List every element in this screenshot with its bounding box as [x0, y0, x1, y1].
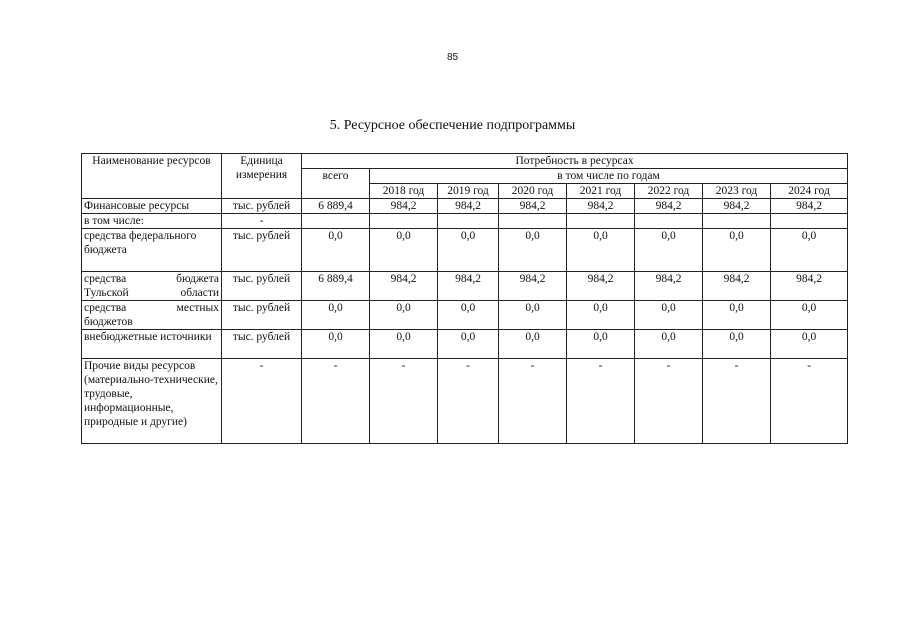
row-value: - [567, 359, 635, 444]
row-name: Прочие виды ресурсов (материально-технические, трудовые, информационные, природные и другие) [82, 359, 222, 444]
row-value: 0,0 [771, 330, 848, 359]
row-value: 0,0 [438, 301, 499, 330]
row-total: 6 889,4 [302, 272, 370, 301]
row-value: 0,0 [370, 301, 438, 330]
header-total: всего [302, 169, 370, 199]
row-value: 0,0 [703, 330, 771, 359]
row-value: 984,2 [499, 272, 567, 301]
year-header: 2018 год [370, 184, 438, 199]
row-value [370, 214, 438, 229]
table-row [82, 272, 848, 301]
row-value: 984,2 [438, 272, 499, 301]
row-value [635, 214, 703, 229]
row-value: 984,2 [635, 199, 703, 214]
row-unit: тыс. рублей [222, 272, 302, 301]
row-value: 0,0 [499, 229, 567, 272]
row-value: - [635, 359, 703, 444]
row-value: 0,0 [499, 330, 567, 359]
row-value: - [771, 359, 848, 444]
row-name: средства федерального бюджета [82, 229, 222, 272]
row-total [302, 214, 370, 229]
row-value: - [370, 359, 438, 444]
row-value: 0,0 [771, 301, 848, 330]
row-value: 0,0 [703, 229, 771, 272]
row-unit: тыс. рублей [222, 301, 302, 330]
row-value [499, 214, 567, 229]
header-unit: Единица измерения [222, 154, 302, 199]
row-value: 0,0 [438, 330, 499, 359]
row-value: 984,2 [499, 199, 567, 214]
row-value: 984,2 [567, 199, 635, 214]
row-name: внебюджетные источники [82, 330, 222, 359]
row-total: - [302, 359, 370, 444]
row-name: средства местных бюджетов [82, 301, 222, 330]
table-row [82, 301, 848, 330]
row-value: 0,0 [703, 301, 771, 330]
row-value: 984,2 [703, 272, 771, 301]
row-unit: тыс. рублей [222, 330, 302, 359]
row-value: 984,2 [370, 272, 438, 301]
table-row [82, 229, 848, 272]
row-value: 0,0 [438, 229, 499, 272]
row-name: средства бюджета Тульской области [82, 272, 222, 301]
year-header: 2022 год [635, 184, 703, 199]
row-value [703, 214, 771, 229]
year-header: 2023 год [703, 184, 771, 199]
row-value: 0,0 [635, 301, 703, 330]
row-value: 0,0 [771, 229, 848, 272]
row-total: 0,0 [302, 301, 370, 330]
row-value: - [703, 359, 771, 444]
row-value: 984,2 [370, 199, 438, 214]
year-header: 2020 год [499, 184, 567, 199]
table-row [82, 359, 848, 444]
row-value: 984,2 [771, 272, 848, 301]
row-name: Финансовые ресурсы [82, 199, 222, 214]
row-value [567, 214, 635, 229]
year-header: 2024 год [771, 184, 848, 199]
row-value: 984,2 [635, 272, 703, 301]
row-value: 0,0 [567, 330, 635, 359]
row-value [771, 214, 848, 229]
table-row [82, 330, 848, 359]
row-unit: - [222, 214, 302, 229]
row-value: 0,0 [567, 229, 635, 272]
row-value: 984,2 [438, 199, 499, 214]
row-value: 984,2 [567, 272, 635, 301]
row-value: 0,0 [567, 301, 635, 330]
header-need: Потребность в ресурсах [302, 154, 848, 169]
row-value: - [499, 359, 567, 444]
header-name: Наименование ресурсов [82, 154, 222, 199]
row-name: в том числе: [82, 214, 222, 229]
row-unit: - [222, 359, 302, 444]
year-header: 2019 год [438, 184, 499, 199]
resources-table [81, 153, 848, 444]
row-total: 6 889,4 [302, 199, 370, 214]
row-unit: тыс. рублей [222, 199, 302, 214]
header-by-years: в том числе по годам [370, 169, 848, 184]
row-value [438, 214, 499, 229]
row-unit: тыс. рублей [222, 229, 302, 272]
row-value: 0,0 [635, 229, 703, 272]
row-value: 984,2 [703, 199, 771, 214]
row-value: 0,0 [635, 330, 703, 359]
row-value: 0,0 [370, 330, 438, 359]
table-row [82, 214, 848, 229]
row-value: - [438, 359, 499, 444]
page-number: 85 [446, 52, 459, 63]
header-row [82, 154, 848, 169]
row-value: 0,0 [499, 301, 567, 330]
row-total: 0,0 [302, 229, 370, 272]
year-header: 2021 год [567, 184, 635, 199]
row-value: 0,0 [370, 229, 438, 272]
section-title: 5. Ресурсное обеспечение подпрограммы [329, 118, 576, 133]
row-total: 0,0 [302, 330, 370, 359]
table-row [82, 199, 848, 214]
row-value: 984,2 [771, 199, 848, 214]
